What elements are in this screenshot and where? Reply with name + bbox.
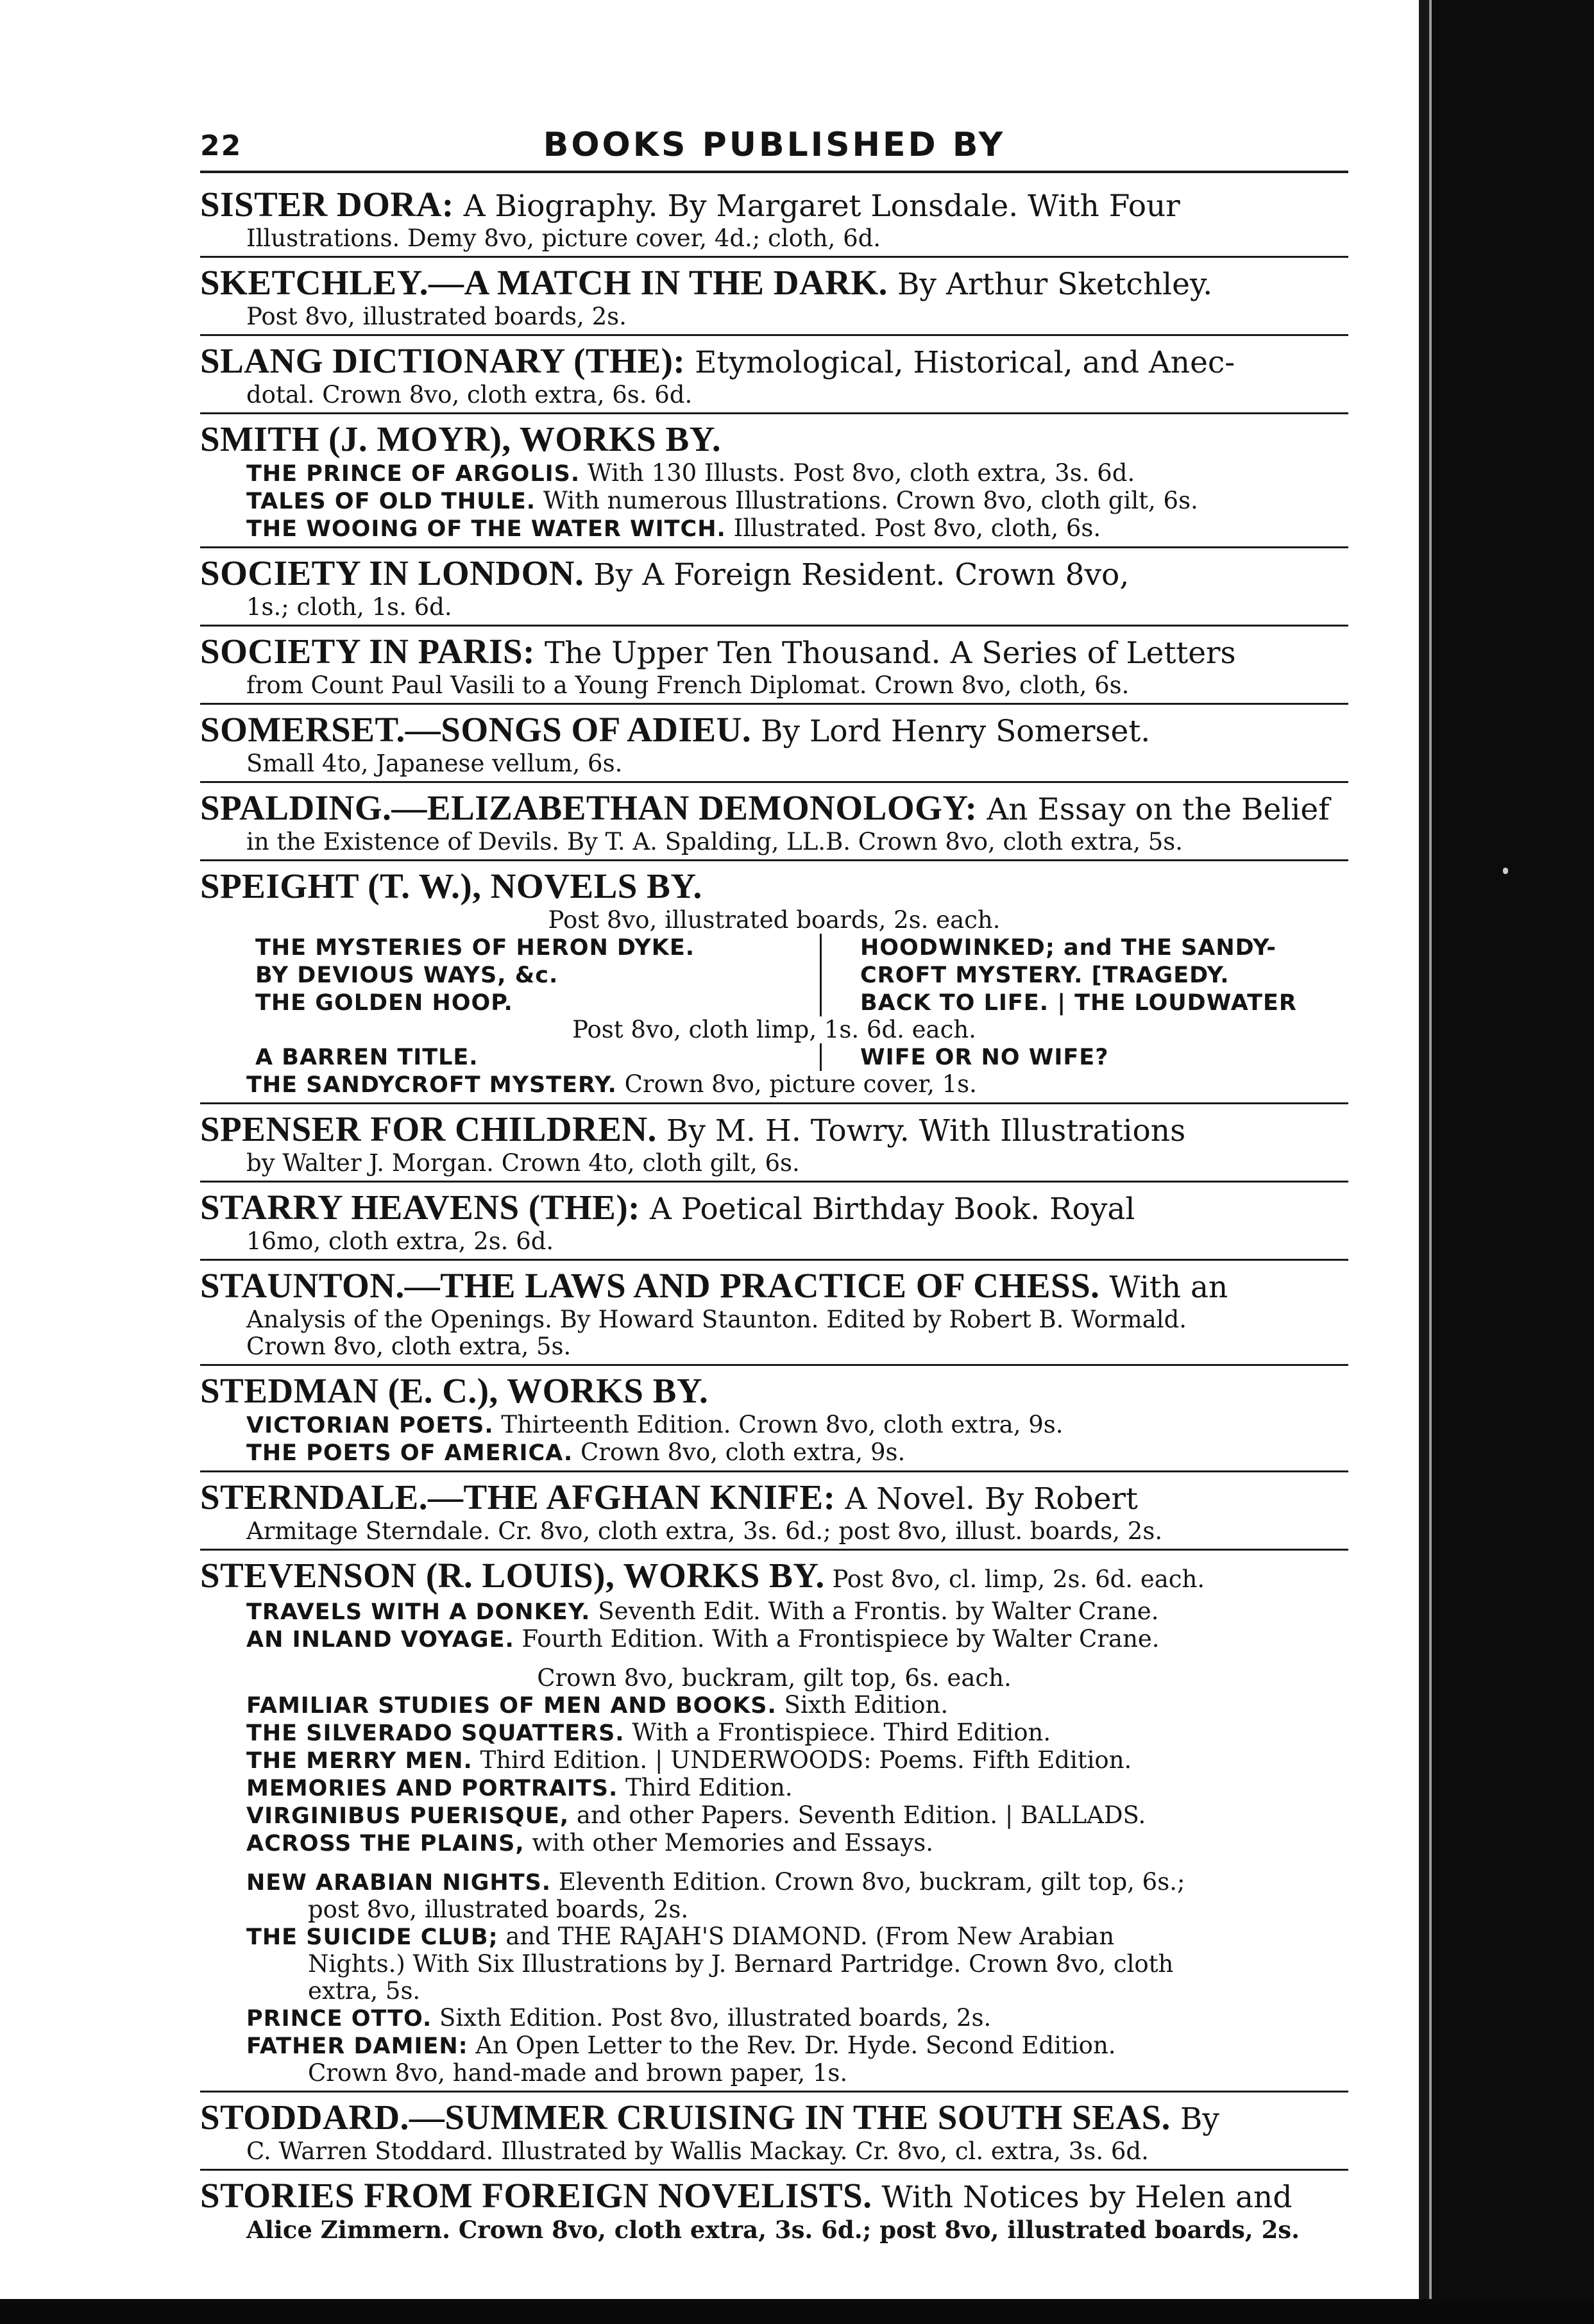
- entry-title: SKETCHLEY.—A MATCH IN THE DARK.: [200, 263, 888, 302]
- work-details: With a Frontispiece. Third Edition.: [624, 1719, 1051, 1746]
- work-line: [200, 1978, 1348, 2005]
- entry-description: By Arthur Sketchley.: [887, 267, 1213, 302]
- work-title: FAMILIAR STUDIES OF MEN AND BOOKS.: [246, 1693, 777, 1719]
- work-title: TALES OF OLD THULE.: [246, 489, 536, 514]
- work-line: [200, 487, 1348, 515]
- work-line: [200, 1774, 1348, 1802]
- entry-details: Small 4to, Japanese vellum, 6s.: [246, 750, 623, 777]
- entry-details: Illustrations. Demy 8vo, picture cover, 4d.; cloth, 6d.: [246, 224, 881, 252]
- entry-details: C. Warren Stoddard. Illustrated by Wallis Mackay. Cr. 8vo, cl. extra, 3s. 6d.: [246, 2137, 1149, 2165]
- entry-description: By: [1170, 2101, 1219, 2137]
- work-title: THE SILVERADO SQUATTERS.: [246, 1721, 625, 1746]
- work-details: Eleventh Edition. Crown 8vo, buckram, gilt top, 6s.;: [551, 1868, 1185, 1896]
- page-header: [200, 126, 1348, 173]
- work-line: [200, 1411, 1348, 1439]
- entry-description: By Lord Henry Somerset.: [751, 714, 1151, 749]
- catalogue-entry: [200, 2098, 1348, 2171]
- catalogue-entry: [200, 1109, 1348, 1183]
- work-title: THE MERRY MEN.: [246, 1748, 473, 1774]
- catalogue-entry: [200, 2176, 1348, 2247]
- work-line: [200, 1802, 1348, 1830]
- entry-title: SPALDING.—ELIZABETHAN DEMONOLOGY:: [200, 788, 978, 827]
- work-details: Seventh Edit. With a Frontis. by Walter Crane.: [590, 1597, 1159, 1625]
- entry-details: by Walter J. Morgan. Crown 4to, cloth gilt, 6s.: [246, 1149, 800, 1177]
- work-details: Nights.) With Six Illustrations by J. Bernard Partridge. Crown 8vo, cloth: [308, 1950, 1174, 1978]
- work-title: THE SANDYCROFT MYSTERY.: [246, 1072, 617, 1098]
- work-details: Crown 8vo, cloth extra, 9s.: [573, 1438, 906, 1466]
- work-line: [200, 1071, 1348, 1099]
- work-line: [200, 1626, 1348, 1653]
- work-line: [200, 1719, 1348, 1747]
- work-title: THE MYSTERIES OF HERON DYKE.: [255, 935, 695, 961]
- work-title: HOODWINKED; and THE SANDY-: [860, 935, 1276, 961]
- work-title: THE PRINCE OF ARGOLIS.: [246, 461, 581, 487]
- catalogue-entry: [200, 553, 1348, 627]
- work-line: [200, 1869, 1348, 1896]
- entry-title: SMITH (J. MOYR), WORKS BY.: [200, 419, 722, 459]
- scan-margin-bottom: [0, 2299, 1594, 2324]
- work-details: Illustrated. Post 8vo, cloth, 6s.: [725, 514, 1101, 542]
- entry-title: STAUNTON.—THE LAWS AND PRACTICE OF CHESS.: [200, 1266, 1100, 1305]
- catalogue-entry: [200, 263, 1348, 336]
- entry-title: STODDARD.—SUMMER CRUISING IN THE SOUTH SEAS.: [200, 2098, 1171, 2137]
- entry-details: 16mo, cloth extra, 2s. 6d.: [246, 1227, 554, 1255]
- two-column-list: [200, 1043, 1348, 1071]
- catalogue-entry: [200, 866, 1348, 1104]
- work-line: [200, 1598, 1348, 1626]
- work-details: post 8vo, illustrated boards, 2s.: [308, 1896, 689, 1923]
- page-edge-shadow: [1419, 0, 1429, 2324]
- work-details: and THE RAJAH'S DIAMOND. (From New Arabian: [498, 1923, 1115, 1950]
- entry-details: Analysis of the Openings. By Howard Staunton. Edited by Robert B. Wormald.: [246, 1306, 1187, 1333]
- catalogue-page: [200, 126, 1348, 2252]
- work-title: VICTORIAN POETS.: [246, 1413, 494, 1438]
- work-details: Third Edition.: [618, 1774, 793, 1801]
- price-note: Post 8vo, cloth limp, 1s. 6d. each.: [572, 1016, 976, 1043]
- work-line: [200, 1896, 1348, 1923]
- work-title: VIRGINIBUS PUERISQUE,: [246, 1803, 570, 1829]
- work-line: [200, 515, 1348, 543]
- entry-description: With an: [1099, 1270, 1228, 1305]
- entry-title: STORIES FROM FOREIGN NOVELISTS.: [200, 2176, 872, 2215]
- work-details: extra, 5s.: [308, 1977, 421, 2005]
- work-details: An Open Letter to the Rev. Dr. Hyde. Second Edition.: [468, 2032, 1116, 2059]
- catalogue-entry: [200, 185, 1348, 258]
- work-title: BY DEVIOUS WAYS, &c.: [255, 963, 559, 988]
- work-details: Fourth Edition. With a Frontispiece by Walter Crane.: [514, 1625, 1160, 1653]
- entry-details: 1s.; cloth, 1s. 6d.: [246, 593, 452, 621]
- work-title: BACK TO LIFE. | THE LOUDWATER: [860, 990, 1297, 1016]
- work-title: AN INLAND VOYAGE.: [246, 1627, 514, 1653]
- page-number: 22: [200, 130, 242, 162]
- work-title: TRAVELS WITH A DONKEY.: [246, 1599, 591, 1625]
- two-column-list: [200, 934, 1348, 961]
- work-title: CROFT MYSTERY. [TRAGEDY.: [860, 963, 1230, 988]
- entry-title: SPEIGHT (T. W.), NOVELS BY.: [200, 866, 702, 905]
- work-title: NEW ARABIAN NIGHTS.: [246, 1870, 552, 1896]
- work-line: [200, 460, 1348, 487]
- entry-details: dotal. Crown 8vo, cloth extra, 6s. 6d.: [246, 381, 693, 408]
- entry-title: SISTER DORA:: [200, 185, 454, 224]
- work-details: Sixth Edition.: [776, 1691, 949, 1719]
- two-column-list: [200, 989, 1348, 1016]
- catalogue-entry: [200, 1556, 1348, 2092]
- entry-details: from Count Paul Vasili to a Young French Diplomat. Crown 8vo, cloth, 6s.: [246, 671, 1130, 699]
- work-details: With numerous Illustrations. Crown 8vo, cloth gilt, 6s.: [536, 487, 1198, 514]
- work-line: [200, 2032, 1348, 2060]
- entry-description: Etymological, Historical, and Anec-: [685, 345, 1235, 380]
- entry-description: By A Foreign Resident. Crown 8vo,: [584, 557, 1130, 593]
- entry-description: A Novel. By Robert: [835, 1481, 1138, 1517]
- work-title: THE WOOING OF THE WATER WITCH.: [246, 516, 726, 542]
- work-details: Sixth Edition. Post 8vo, illustrated boards, 2s.: [432, 2004, 992, 2032]
- entry-details: Crown 8vo, cloth extra, 5s.: [246, 1333, 572, 1360]
- entry-details: Armitage Sterndale. Cr. 8vo, cloth extra, 3s. 6d.; post 8vo, illust. boards, 2s.: [246, 1517, 1163, 1545]
- entry-title: STARRY HEAVENS (THE):: [200, 1188, 640, 1227]
- catalogue-entry: [200, 632, 1348, 705]
- entry-title: STERNDALE.—THE AFGHAN KNIFE:: [200, 1478, 836, 1517]
- work-title: THE POETS OF AMERICA.: [246, 1440, 573, 1466]
- running-title: BOOKS PUBLISHED BY: [543, 126, 1006, 164]
- work-details: Crown 8vo, picture cover, 1s.: [616, 1070, 977, 1098]
- entry-description: With Notices by Helen and: [872, 2180, 1293, 2215]
- entry-description: The Upper Ten Thousand. A Series of Letters: [534, 636, 1236, 671]
- catalogue-entry: [200, 710, 1348, 783]
- work-line: [200, 1439, 1348, 1467]
- work-line: [200, 1830, 1348, 1857]
- entry-description: By M. H. Towry. With Illustrations: [656, 1113, 1186, 1149]
- work-details: Crown 8vo, hand-made and brown paper, 1s.: [308, 2059, 848, 2087]
- work-line: [200, 1747, 1348, 1774]
- entry-title: SOCIETY IN LONDON.: [200, 553, 584, 593]
- entry-title: SPENSER FOR CHILDREN.: [200, 1109, 657, 1149]
- entry-description: A Biography. By Margaret Lonsdale. With Four: [454, 189, 1180, 224]
- work-line: [200, 1692, 1348, 1719]
- catalogue-entry: [200, 1478, 1348, 1551]
- work-details: With 130 Illusts. Post 8vo, cloth extra, 3s. 6d.: [580, 459, 1135, 487]
- scan-margin-right: [1432, 0, 1594, 2324]
- catalogue-entry: [200, 419, 1348, 548]
- scan-dust-mark: [1503, 868, 1508, 874]
- entry-details: Alice Zimmern. Crown 8vo, cloth extra, 3s. 6d.; post 8vo, illustrated boards, 2s.: [246, 2216, 1300, 2244]
- work-details: and other Papers. Seventh Edition. | BALLADS.: [569, 1801, 1146, 1829]
- work-details: Thirteenth Edition. Crown 8vo, cloth extra, 9s.: [493, 1411, 1064, 1438]
- work-line: [200, 2060, 1348, 2087]
- catalogue-entry: [200, 1371, 1348, 1472]
- catalogue-entry: [200, 788, 1348, 861]
- work-title: ACROSS THE PLAINS,: [246, 1831, 525, 1857]
- work-details: with other Memories and Essays.: [524, 1829, 934, 1857]
- work-title: FATHER DAMIEN:: [246, 2034, 468, 2059]
- entry-description: An Essay on the Belief: [977, 792, 1330, 827]
- work-title: MEMORIES AND PORTRAITS.: [246, 1776, 618, 1801]
- work-title: THE GOLDEN HOOP.: [255, 990, 513, 1016]
- price-note: Crown 8vo, buckram, gilt top, 6s. each.: [537, 1664, 1012, 1692]
- entry-title: SOCIETY IN PARIS:: [200, 632, 535, 671]
- entry-title: STEDMAN (E. C.), WORKS BY.: [200, 1371, 709, 1410]
- entry-details: Post 8vo, illustrated boards, 2s.: [246, 303, 627, 330]
- entry-details: in the Existence of Devils. By T. A. Spalding, LL.B. Crown 8vo, cloth extra, 5s.: [246, 828, 1183, 855]
- work-line: [200, 1951, 1348, 1978]
- entry-title: SOMERSET.—SONGS OF ADIEU.: [200, 710, 752, 749]
- work-title: WIFE OR NO WIFE?: [860, 1045, 1109, 1070]
- work-title: THE SUICIDE CLUB;: [246, 1924, 498, 1950]
- work-details: Third Edition. | UNDERWOODS: Poems. Fifth Edition.: [472, 1746, 1132, 1774]
- entry-title: STEVENSON (R. LOUIS), WORKS BY.: [200, 1556, 825, 1595]
- price-note: Post 8vo, illustrated boards, 2s. each.: [548, 906, 1001, 934]
- work-line: [200, 1923, 1348, 1951]
- catalogue-entry: [200, 341, 1348, 414]
- entry-title: SLANG DICTIONARY (THE):: [200, 341, 686, 380]
- work-title: PRINCE OTTO.: [246, 2006, 432, 2032]
- work-line: [200, 2005, 1348, 2032]
- catalogue-entry: [200, 1266, 1348, 1366]
- entry-description: Post 8vo, cl. limp, 2s. 6d. each.: [824, 1565, 1205, 1593]
- catalogue-entry: [200, 1188, 1348, 1261]
- two-column-list: [200, 961, 1348, 989]
- entry-description: A Poetical Birthday Book. Royal: [640, 1191, 1135, 1227]
- work-title: A BARREN TITLE.: [255, 1045, 479, 1070]
